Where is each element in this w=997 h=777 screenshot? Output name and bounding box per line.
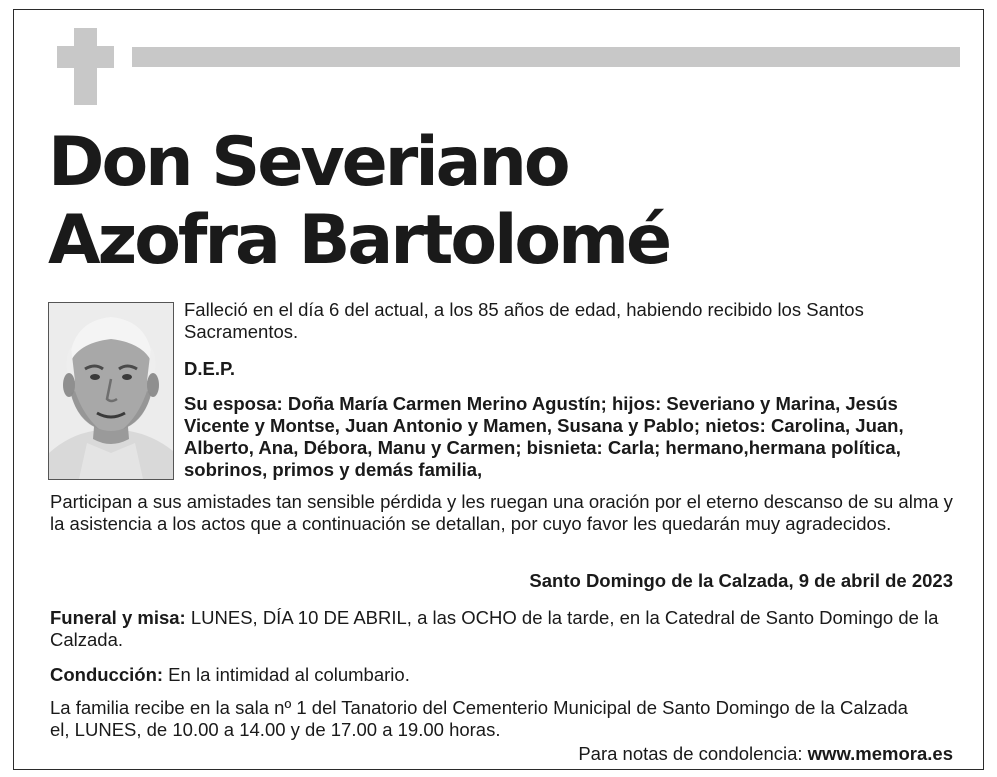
funeral-text: LUNES, DÍA 10 DE ABRIL, a las OCHO de la tarde, en la Catedral de Santo Domingo de la Calzada. xyxy=(50,607,939,650)
death-announcement: Falleció en el día 6 del actual, a los 85 años de edad, habiendo recibido los Santos Sacramentos. xyxy=(184,299,864,342)
family-reception-details: La familia recibe en la sala nº 1 del Tanatorio del Cementerio Municipal de Santo Domingo de la Calzada el, LUNES, de 10.00 a 14.00 y de 17.00 a 19.00 horas. xyxy=(50,697,908,740)
funeral-label: Funeral y misa: xyxy=(50,607,186,628)
decorative-bar xyxy=(132,47,960,67)
portrait-photo xyxy=(48,302,174,480)
conduccion-label: Conducción: xyxy=(50,664,164,685)
name-line-1: Don Severiano xyxy=(48,123,568,202)
cross-icon-horizontal xyxy=(57,46,114,68)
condolence-link[interactable]: www.memora.es xyxy=(807,743,953,764)
invitation-paragraph: Participan a sus amistades tan sensible pérdida y les ruegan una oración por el eterno descanso de su alma y la asistencia a los actos que a continuación se detallan, por cuyo favor les quedarán muy agradecidos. xyxy=(50,491,953,534)
condolence-label: Para notas de condolencia: xyxy=(578,743,808,764)
name-line-2: Azofra Bartolomé xyxy=(48,201,670,280)
family-list: Su esposa: Doña María Carmen Merino Agustín; hijos: Severiano y Marina, Jesús Vicente y Montse, Juan Antonio y Mamen, Susana y Pablo; nietos: Carolina, Juan, Alberto, Ana, Débora, Manu y Carmen; bisnieta: Carla; hermano,hermana política, sobrinos, primos y demás familia, xyxy=(184,393,904,480)
portrait-illustration xyxy=(49,303,173,479)
condolence-note xyxy=(578,743,953,765)
conduccion-text: En la intimidad al columbario. xyxy=(163,664,410,685)
conduccion-details xyxy=(50,664,955,686)
funeral-details xyxy=(50,607,955,651)
dep-label: D.E.P. xyxy=(184,358,236,379)
place-and-date: Santo Domingo de la Calzada, 9 de abril de 2023 xyxy=(529,570,953,591)
deceased-name xyxy=(48,124,669,280)
